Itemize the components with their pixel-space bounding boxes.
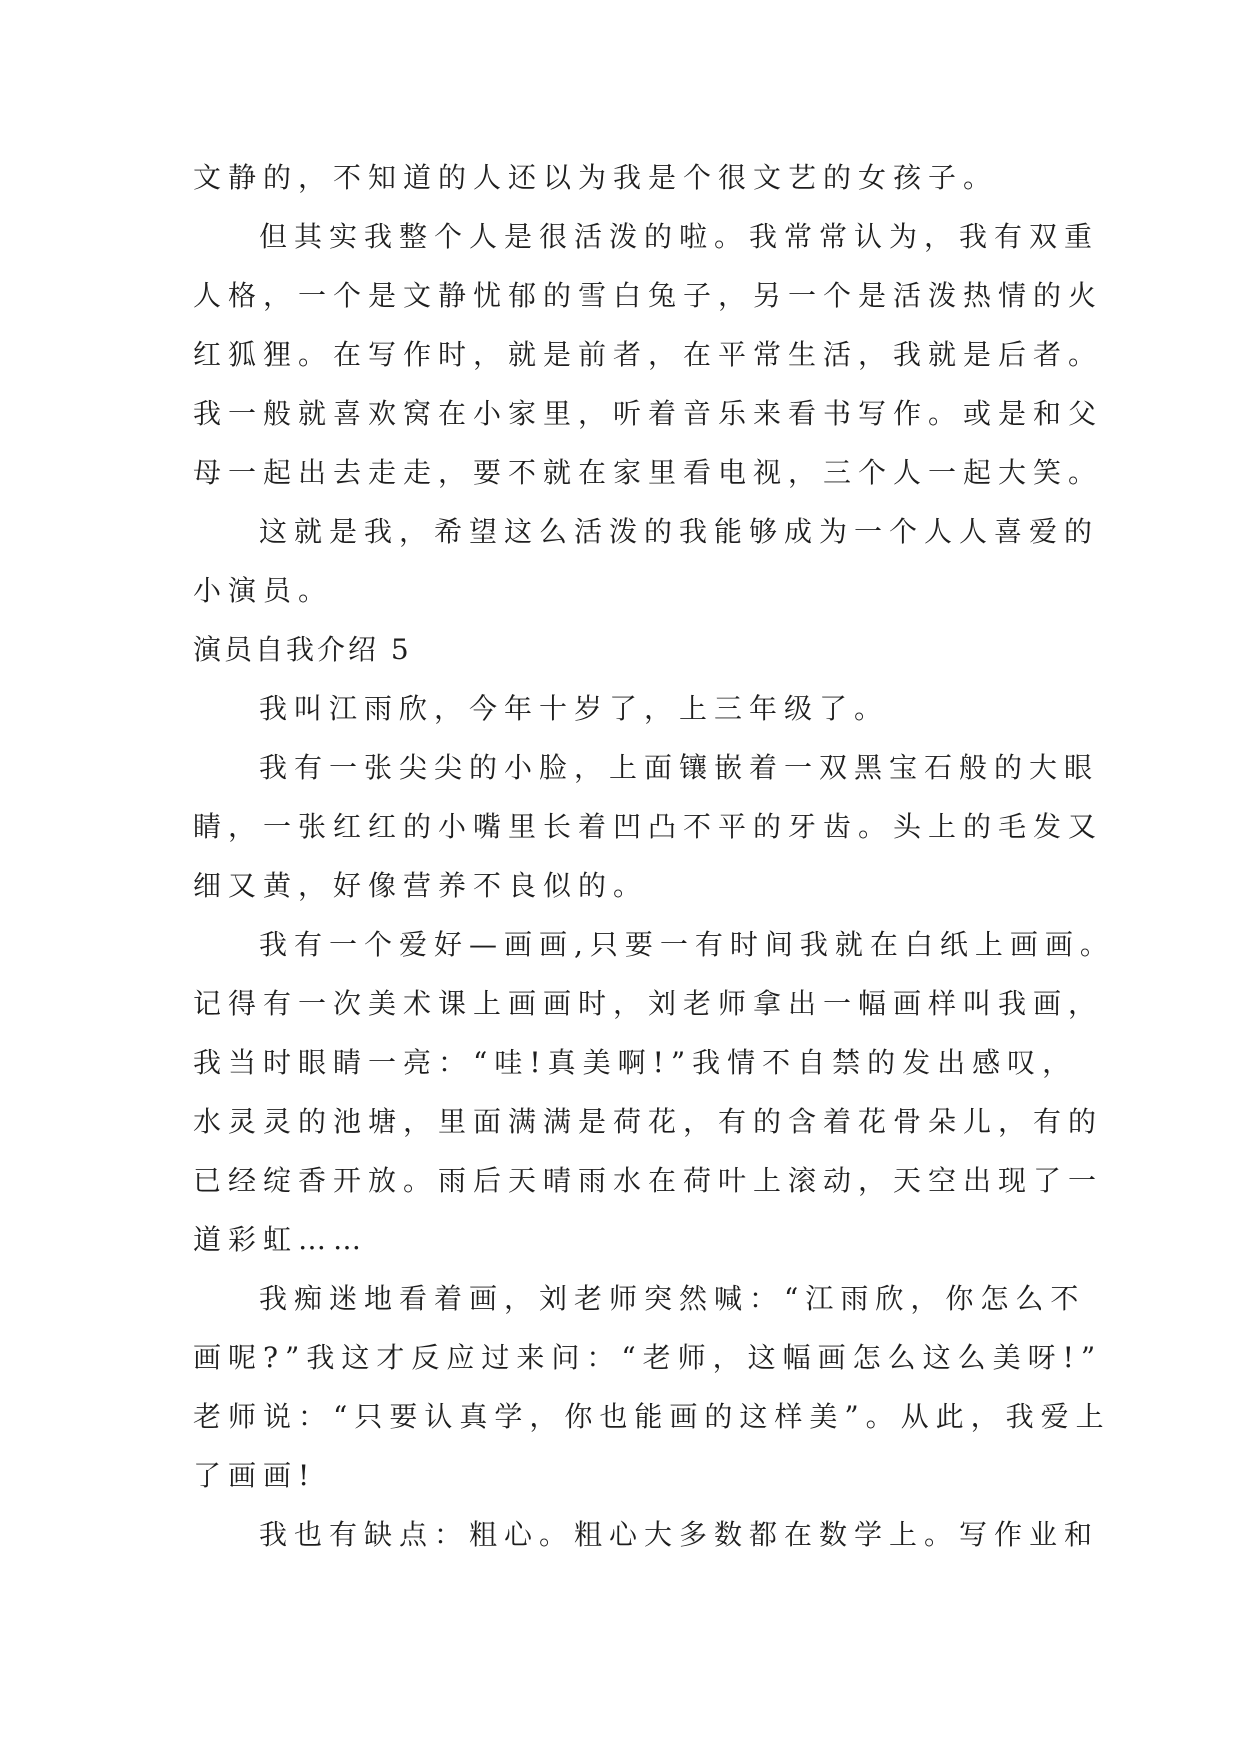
document-body xyxy=(193,148,1115,1564)
text-line: 这就是我，希望这么活泼的我能够成为一个人人喜爱的 xyxy=(259,515,1100,548)
text-line: 小演员。 xyxy=(193,574,334,607)
text-line: 画呢?”我这才反应过来问：“老师，这幅画怎么这么美呀!” xyxy=(193,1341,1103,1374)
text-line: 我叫江雨欣，今年十岁了，上三年级了。 xyxy=(259,692,890,725)
text-line: 我有一张尖尖的小脸，上面镶嵌着一双黑宝石般的大眼 xyxy=(259,751,1100,784)
text-line: 已经绽香开放。雨后天晴雨水在荷叶上滚动，天空出现了一 xyxy=(193,1164,1104,1197)
text-line: 记得有一次美术课上画画时，刘老师拿出一幅画样叫我画， xyxy=(193,987,1104,1020)
text-line: 但其实我整个人是很活泼的啦。我常常认为，我有双重 xyxy=(259,220,1100,253)
text-line: 道彩虹…… xyxy=(193,1223,369,1256)
text-line: 人格，一个是文静忧郁的雪白兔子，另一个是活泼热情的火 xyxy=(193,279,1104,312)
text-line: 我有一个爱好—画画,只要一有时间我就在白纸上画画。 xyxy=(259,928,1115,961)
text-line: 母一起出去走走，要不就在家里看电视，三个人一起大笑。 xyxy=(193,456,1104,489)
text-line: 了画画! xyxy=(193,1459,317,1492)
text-line: 我也有缺点：粗心。粗心大多数都在数学上。写作业和 xyxy=(259,1518,1100,1551)
text-line: 我痴迷地看着画，刘老师突然喊：“江雨欣，你怎么不 xyxy=(259,1282,1086,1315)
text-line: 红狐狸。在写作时，就是前者，在平常生活，我就是后者。 xyxy=(193,338,1104,371)
text-line: 水灵灵的池塘，里面满满是荷花，有的含着花骨朵儿，有的 xyxy=(193,1105,1104,1138)
text-line: 文静的，不知道的人还以为我是个很文艺的女孩子。 xyxy=(193,161,999,194)
section-heading: 演员自我介绍 5 xyxy=(193,633,412,666)
text-line: 细又黄，好像营养不良似的。 xyxy=(193,869,649,902)
text-line: 我一般就喜欢窝在小家里，听着音乐来看书写作。或是和父 xyxy=(193,397,1104,430)
text-line: 我当时眼睛一亮：“哇!真美啊!”我情不自禁的发出感叹， xyxy=(193,1046,1078,1079)
text-line: 睛，一张红红的小嘴里长着凹凸不平的牙齿。头上的毛发又 xyxy=(193,810,1104,843)
text-line: 老师说：“只要认真学，你也能画的这样美”。从此，我爱上 xyxy=(193,1400,1111,1433)
